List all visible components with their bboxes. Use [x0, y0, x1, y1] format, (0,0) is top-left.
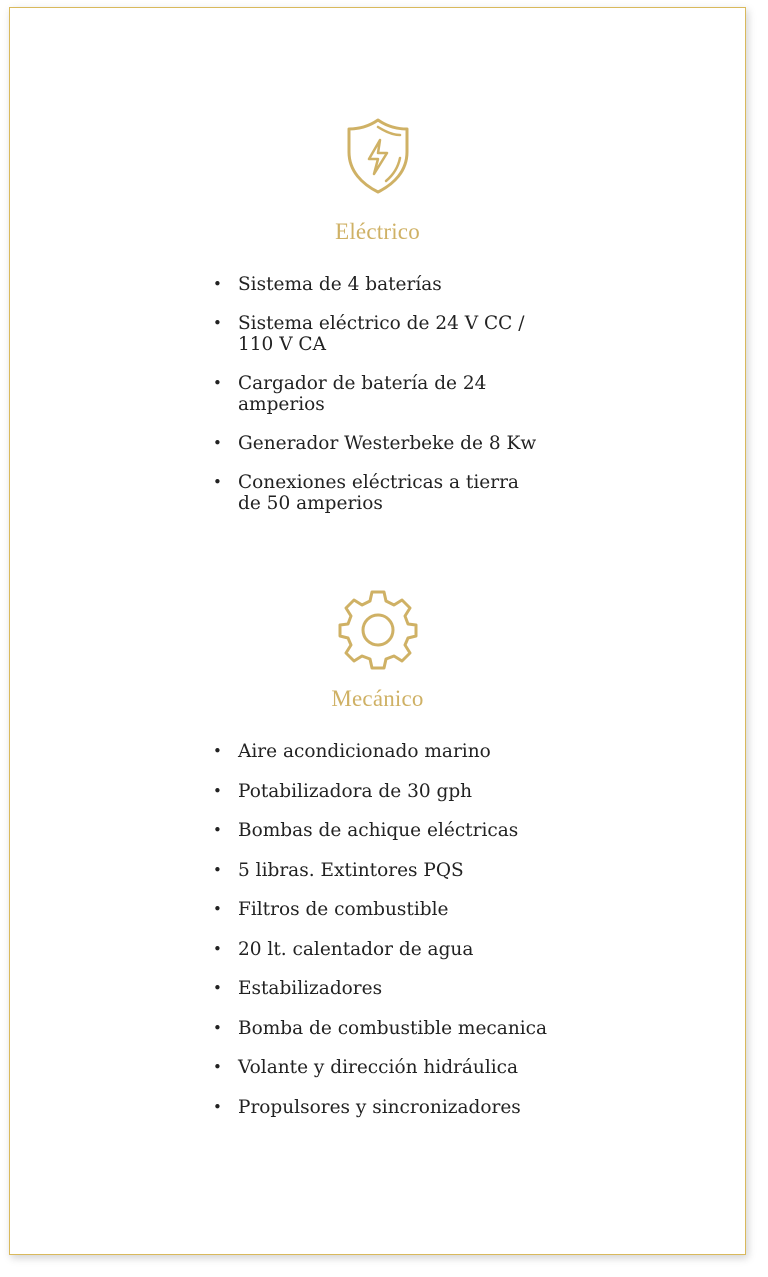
list-item: • Aire acondicionado marino [213, 741, 573, 762]
list-item: • Estabilizadores [213, 978, 573, 999]
mecanico-list [213, 741, 573, 1118]
shield-lightning-icon [344, 116, 412, 196]
list-item: • Sistema eléctrico de 24 V CC / 110 V CA [213, 313, 538, 355]
list-item: • Potabilizadora de 30 gph [213, 781, 573, 802]
mecanico-title: Mecánico [331, 686, 424, 711]
list-item: • 5 libras. Extintores PQS [213, 860, 573, 881]
list-item: • Filtros de combustible [213, 899, 573, 920]
list-item: • Conexiones eléctricas a tierra de 50 amperios [213, 472, 538, 514]
features-card [9, 7, 746, 1255]
list-item: • Bomba de combustible mecanica [213, 1018, 573, 1039]
list-item: • Volante y dirección hidráulica [213, 1057, 573, 1078]
list-item: • Cargador de batería de 24 amperios [213, 373, 538, 415]
list-item: • Sistema de 4 baterías [213, 274, 538, 295]
list-item: • Bombas de achique eléctricas [213, 820, 573, 841]
list-item: • Generador Westerbeke de 8 Kw [213, 433, 538, 454]
list-item: • Propulsores y sincronizadores [213, 1097, 573, 1118]
gear-icon [336, 588, 420, 672]
list-item: • 20 lt. calentador de agua [213, 939, 573, 960]
electrico-list [213, 274, 538, 514]
electrico-title: Eléctrico [335, 219, 420, 244]
